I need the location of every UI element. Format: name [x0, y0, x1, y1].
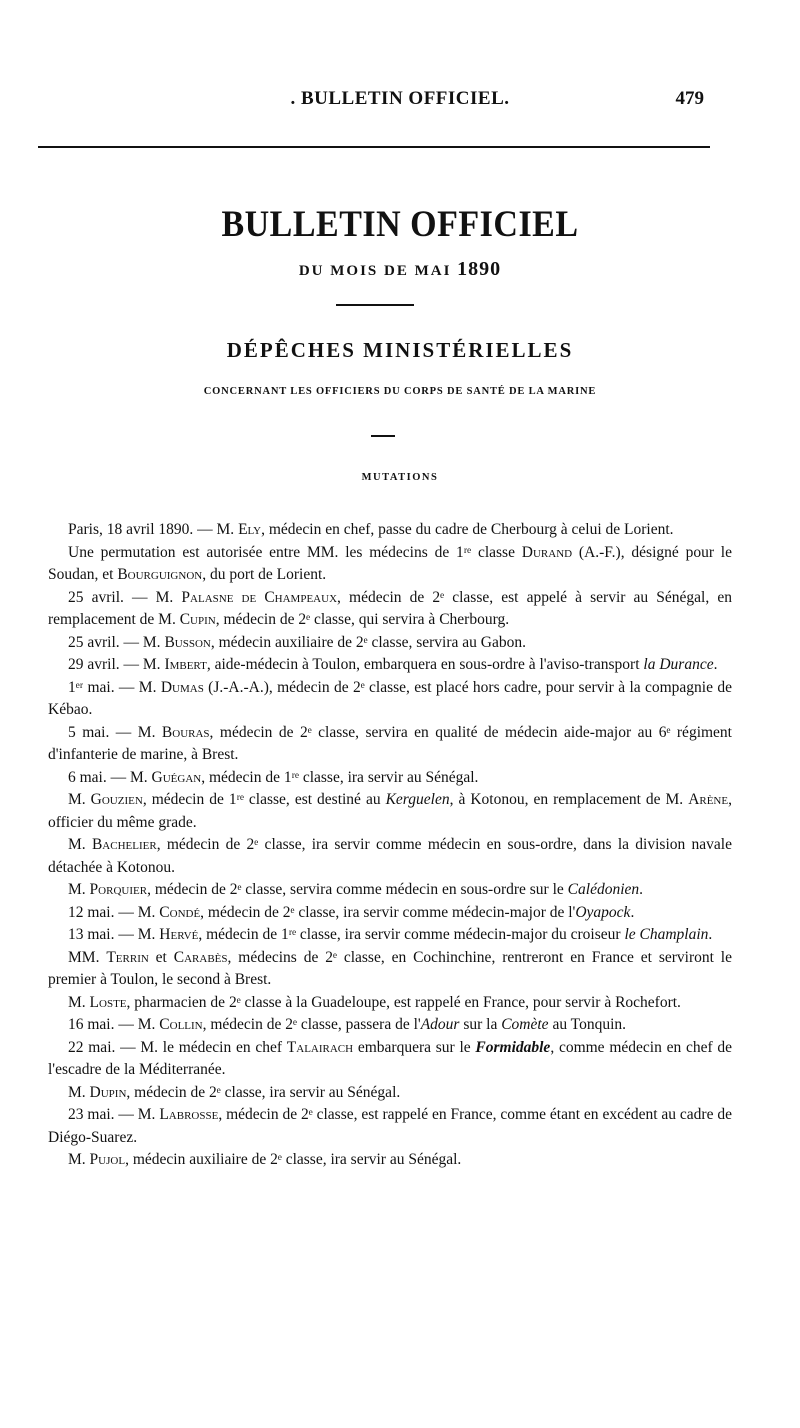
paragraph-text: , médecin auxiliaire de 2ᵉ classe, ira servir au Sénégal.	[125, 1151, 462, 1168]
paragraph-text: .	[708, 926, 713, 943]
paragraph-text: 6 mai. — M.	[68, 768, 152, 786]
paragraph-text: , médecin de 2ᵉ classe, est rappelé en France, comme étant en excédent au cadre de Diégo-Suarez.	[48, 1106, 732, 1146]
paragraph-text: 13 mai. — M.	[68, 926, 160, 943]
person-name: Cupin	[179, 611, 216, 628]
mutation-paragraph	[48, 654, 732, 677]
paragraph-text: , médecin auxiliaire de 2ᵉ classe, servira au Gabon.	[210, 633, 526, 651]
paragraph-text: 22 mai. — M. le médecin en chef	[68, 1038, 287, 1056]
paragraph-text: , du port de Lorient.	[202, 566, 327, 583]
mutation-paragraph	[48, 902, 732, 925]
person-name: Arène	[688, 791, 729, 808]
ship-name: le Champlain	[624, 926, 709, 943]
ship-name: Kerguelen	[385, 791, 450, 808]
person-name: Dumas	[160, 678, 204, 696]
paragraph-text: 25 avril. — M.	[68, 633, 165, 651]
paragraph-text: , officier du même grade.	[48, 791, 732, 831]
paragraph-text: M.	[68, 1083, 90, 1101]
ship-name: Adour	[420, 1016, 460, 1033]
person-name: Collin	[159, 1016, 203, 1033]
mutation-paragraph	[48, 924, 732, 947]
mutation-paragraph	[48, 519, 732, 542]
paragraph-text: Paris, 18 avril 1890. — M.	[68, 521, 239, 538]
paragraph-text: 16 mai. — M.	[68, 1016, 160, 1033]
main-title: BULLETIN OFFICIEL	[221, 204, 579, 245]
person-name: Imbert	[164, 656, 207, 673]
mutation-paragraph	[48, 789, 732, 834]
person-name: Ely	[238, 521, 262, 538]
paragraph-text: MM.	[68, 948, 107, 966]
person-name: Pujol	[89, 1151, 126, 1168]
mutation-paragraph	[48, 677, 732, 722]
paragraph-text: sur la	[459, 1016, 502, 1033]
person-name: Hervé	[159, 926, 199, 943]
paragraph-text: 12 mai. — M.	[68, 903, 160, 921]
paragraph-text: 5 mai. — M.	[68, 723, 162, 741]
person-name: Gouzien	[90, 791, 143, 808]
mutation-paragraph	[48, 1082, 732, 1105]
paragraph-text: M.	[68, 881, 90, 898]
mutation-paragraph	[48, 947, 732, 992]
mutations-heading: MUTATIONS	[361, 472, 439, 483]
ship-name: la Durance	[643, 656, 714, 673]
section-divider-rule	[371, 435, 395, 437]
person-name: Busson	[164, 633, 211, 651]
paragraph-text: .	[713, 656, 718, 673]
subtitle-prefix: DU MOIS DE MAI	[298, 263, 452, 279]
ship-name: Comète	[501, 1016, 549, 1033]
paragraph-text: , médecin de 2ᵉ classe, servira en qualité de médecin aide-major au 6ᵉ régiment d'infanterie de marine, à Brest.	[48, 723, 732, 763]
mutation-paragraph	[48, 632, 732, 655]
paragraph-text: , médecins de 2ᵉ classe, en Cochinchine, rentreront en France et serviront le premier à Toulon, le second à Brest.	[48, 948, 732, 988]
paragraph-text: 23 mai. — M.	[68, 1106, 160, 1123]
paragraph-text: embarquera sur le	[353, 1038, 476, 1056]
paragraph-text: , médecin de 1ʳᵉ classe, ira servir au Sénégal.	[201, 768, 479, 786]
paragraph-text: , pharmacien de 2ᵉ classe à la Guadeloupe, est rappelé en France, pour servir à Rochefort.	[126, 993, 681, 1011]
person-name: Condé	[159, 903, 201, 921]
mutation-paragraph	[48, 1014, 732, 1037]
running-header	[0, 88, 800, 118]
person-name: Talairach	[286, 1038, 354, 1056]
paragraph-text: , médecin de 2ᵉ classe, passera de l'	[202, 1016, 421, 1033]
subtitle-year: 1890	[457, 258, 502, 280]
person-name: Loste	[89, 993, 127, 1011]
mutation-paragraph	[48, 587, 732, 632]
paragraph-text: .	[639, 881, 644, 898]
person-name: Porquier	[89, 881, 148, 898]
paragraph-text: .	[630, 903, 635, 921]
paragraph-text: 25 avril. — M.	[68, 588, 182, 606]
page-number: 479	[675, 88, 704, 109]
running-title: . BULLETIN OFFICIEL.	[290, 88, 510, 109]
paragraph-text: 29 avril. — M.	[68, 656, 165, 673]
paragraph-text: , comme médecin en chef de l'escadre de la Méditerranée.	[48, 1038, 733, 1078]
person-name: Palasne de Champeaux	[181, 588, 338, 606]
paragraph-text: , médecin de 1ʳᵉ classe, ira servir comme médecin-major du croiseur	[198, 926, 625, 943]
person-name: Labrosse	[159, 1106, 219, 1123]
paragraph-text: , médecin de 2ᵉ classe, servira comme médecin en sous-ordre sur le	[147, 881, 568, 898]
mutation-paragraph	[48, 542, 732, 587]
mutation-paragraph	[48, 722, 732, 767]
paragraph-text: , à Kotonou, en remplacement de M.	[449, 791, 689, 808]
mutation-paragraph	[48, 1104, 732, 1149]
paragraph-text: M.	[68, 993, 90, 1011]
person-name: Terrin	[106, 948, 149, 966]
ship-name: Calédonien	[567, 881, 640, 898]
person-name: Guégan	[151, 768, 202, 786]
title-divider-rule	[336, 304, 414, 306]
section-subtitle: CONCERNANT LES OFFICIERS DU CORPS DE SANTÉ DE LA MARINE	[203, 386, 597, 397]
person-name: Bourguignon	[117, 566, 203, 583]
header-rule	[38, 146, 710, 148]
paragraph-text: M.	[68, 836, 92, 853]
person-name: Dupin	[89, 1083, 127, 1101]
paragraph-text: , médecin de 2ᵉ classe, qui servira à Cherbourg.	[215, 611, 510, 628]
mutation-paragraph	[48, 992, 732, 1015]
paragraph-text: , médecin de 2ᵉ classe, ira servir comme médecin-major de l'	[200, 903, 576, 921]
person-name: Carabès	[173, 948, 228, 966]
paragraph-text: 1ᵉʳ mai. — M.	[68, 678, 161, 696]
paragraph-text: , médecin de 2ᵉ classe, ira servir comme médecin en sous-ordre, dans la division navale détachée à Kotonou.	[48, 836, 732, 876]
person-name: Bouras	[161, 723, 210, 741]
mutations-body	[48, 519, 732, 1172]
paragraph-text: , médecin de 2ᵉ classe, est appelé à servir au Sénégal, en remplacement de M.	[48, 588, 732, 628]
paragraph-text: , médecin en chef, passe du cadre de Cherbourg à celui de Lorient.	[261, 521, 674, 538]
mutation-paragraph	[48, 767, 732, 790]
person-name: Durand	[521, 543, 573, 561]
mutation-paragraph	[48, 1037, 732, 1082]
paragraph-text: , médecin de 1ʳᵉ classe, est destiné au	[142, 791, 386, 808]
paragraph-text: et	[148, 948, 174, 966]
paragraph-text: (A.-F.), désigné pour le Soudan, et	[48, 543, 732, 583]
paragraph-text: M.	[68, 1151, 90, 1168]
person-name: Bachelier	[91, 836, 157, 853]
ship-name: Formidable	[475, 1038, 551, 1056]
ship-name: Oyapock	[575, 903, 631, 921]
paragraph-text: , aide-médecin à Toulon, embarquera en sous-ordre à l'aviso-transport	[206, 656, 644, 673]
mutation-paragraph	[48, 1149, 732, 1172]
paragraph-text: (J.-A.-A.), médecin de 2ᵉ classe, est placé hors cadre, pour servir à la compagnie de Kébao.	[48, 678, 732, 718]
paragraph-text: au Tonquin.	[548, 1016, 626, 1033]
paragraph-text: Une permutation est autorisée entre MM. les médecins de 1ʳᵉ classe	[68, 543, 522, 561]
mutation-paragraph	[48, 879, 732, 902]
mutation-paragraph	[48, 834, 732, 879]
paragraph-text: M.	[68, 791, 91, 808]
subtitle	[0, 258, 800, 281]
section-title: DÉPÊCHES MINISTÉRIELLES	[226, 338, 574, 362]
paragraph-text: , médecin de 2ᵉ classe, ira servir au Sénégal.	[126, 1083, 401, 1101]
